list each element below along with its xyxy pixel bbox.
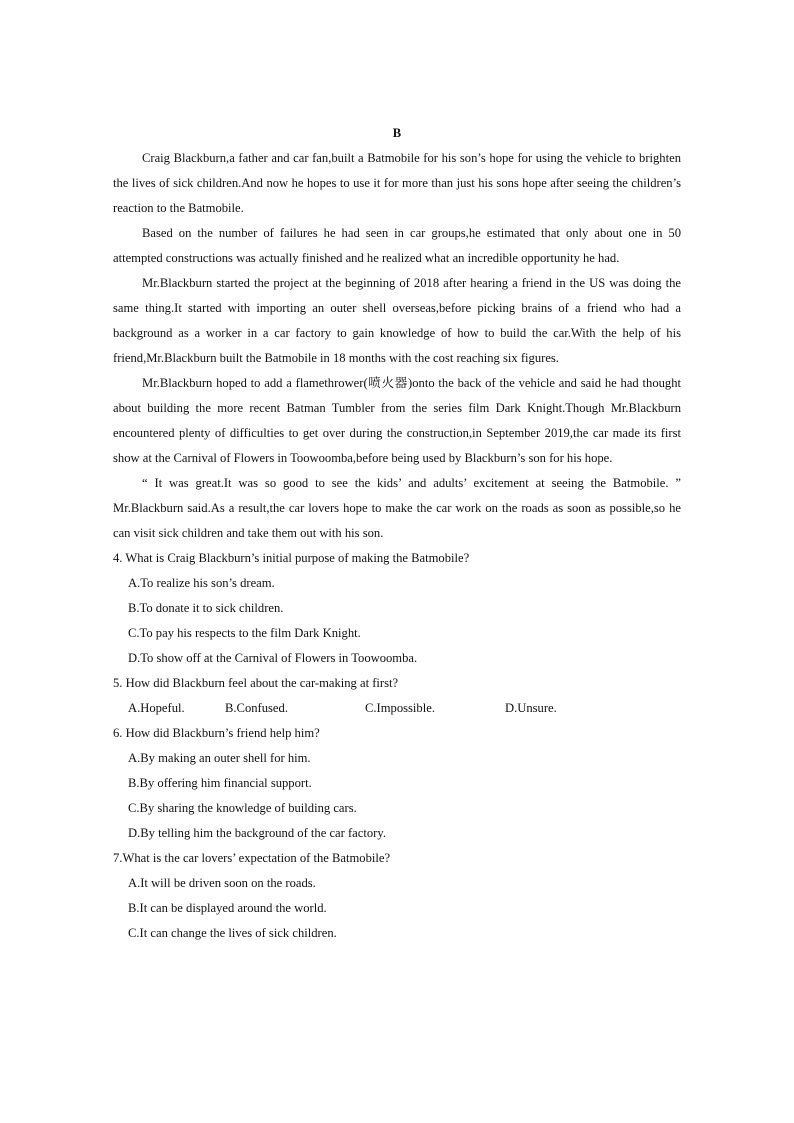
question-stem: 7.What is the car lovers’ expectation of the Batmobile? [113,851,391,865]
option-b: B.It can be displayed around the world. [128,901,327,915]
question-5 [113,671,681,721]
option-c: C.By sharing the knowledge of building cars. [128,801,357,815]
question-7 [113,846,681,946]
option-d: D.Unsure. [505,701,557,715]
passage-paragraph-5: “ It was great.It was so good to see the kids’ and adults’ excitement at seeing the Batmobile. ” Mr.Blackburn said.As a result,the car lovers hope to make the car work on the roads as soon as possible,so he can visit sick children and take them out with his son. [113,476,681,540]
passage-paragraph-1: Craig Blackburn,a father and car fan,built a Batmobile for his son’s hope for using the vehicle to brighten the lives of sick children.And now he hopes to use it for more than just his sons hope after seeing the children’s reaction to the Batmobile. [113,151,681,215]
question-stem: 5. How did Blackburn feel about the car-making at first? [113,676,399,690]
option-d: D.By telling him the background of the car factory. [128,826,386,840]
option-b: B.By offering him financial support. [128,776,312,790]
section-title: B [392,126,402,140]
options-row [113,696,681,721]
option-c: C.It can change the lives of sick children. [128,926,337,940]
document-page [113,121,681,946]
option-a: A.It will be driven soon on the roads. [128,876,316,890]
passage-paragraph-2: Based on the number of failures he had seen in car groups,he estimated that only about one in 50 attempted constructions was actually finished and he realized what an incredible opportunity he had. [113,226,681,265]
option-b: B.Confused. [225,701,288,715]
passage-paragraph-4: Mr.Blackburn hoped to add a flamethrower(喷火器)onto the back of the vehicle and said he had thought about building the more recent Batman Tumbler from the series film Dark Knight.Though Mr.Blackburn encountered plenty of difficulties to get over during the construction,in September 2019,the car made its first show at the Carnival of Flowers in Toowoomba,before being used by Blackburn’s son for his hope. [113,376,681,465]
question-6 [113,721,681,846]
option-a: A.By making an outer shell for him. [128,751,311,765]
option-a: A.To realize his son’s dream. [128,576,275,590]
option-c: C.To pay his respects to the film Dark Knight. [128,626,361,640]
option-d: D.To show off at the Carnival of Flowers in Toowoomba. [128,651,418,665]
passage-paragraph-3: Mr.Blackburn started the project at the beginning of 2018 after hearing a friend in the US was doing the same thing.It started with importing an outer shell overseas,before picking brains of a friend who had a background as a worker in a car factory to gain knowledge of how to build the car.With the help of his friend,Mr.Blackburn built the Batmobile in 18 months with the cost reaching six figures. [113,276,681,365]
option-c: C.Impossible. [365,701,435,715]
question-stem: 6. How did Blackburn’s friend help him? [113,726,320,740]
question-stem: 4. What is Craig Blackburn’s initial purpose of making the Batmobile? [113,551,470,565]
option-b: B.To donate it to sick children. [128,601,284,615]
question-4 [113,546,681,671]
option-a: A.Hopeful. [128,701,185,715]
